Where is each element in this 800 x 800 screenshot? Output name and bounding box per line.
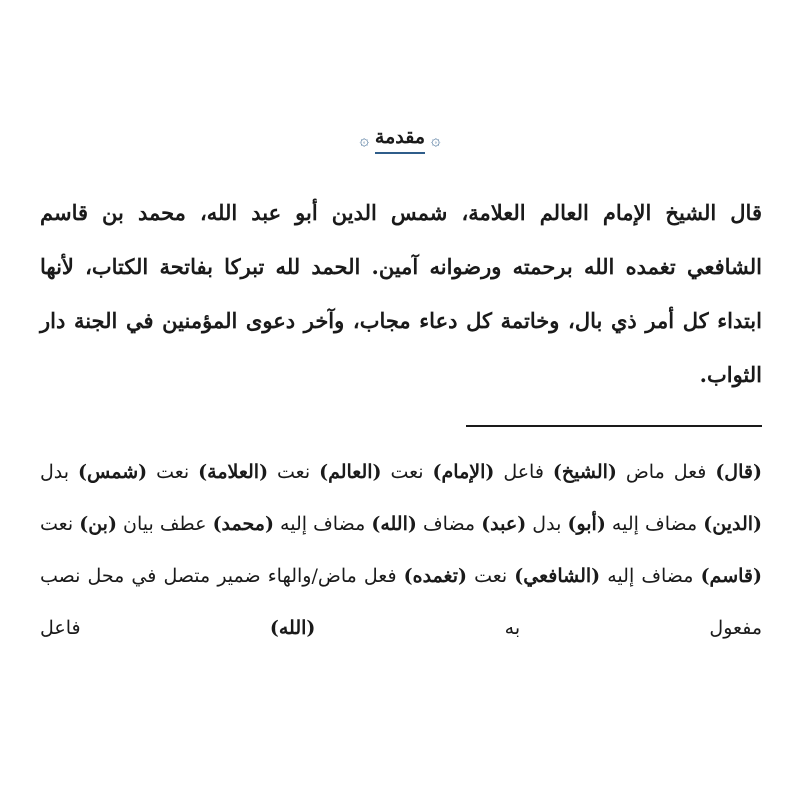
- word-analysis: مضاف إليه: [273, 513, 372, 535]
- analysis-entry: [600, 565, 762, 587]
- word-analysis: مضاف إليه: [600, 565, 701, 587]
- analyzed-word: (عبد): [481, 513, 527, 535]
- analyzed-word: (العلامة): [198, 461, 269, 483]
- heading-wrapper: [360, 126, 441, 154]
- analyzed-word: (الشيخ): [552, 461, 617, 483]
- analyzed-word: (قال): [715, 461, 762, 483]
- analyzed-word: (أبو): [567, 513, 606, 535]
- ornament-left-icon: ۞: [359, 130, 369, 149]
- separator-line: [466, 425, 762, 427]
- analysis-entry: [606, 513, 762, 535]
- analyzed-word: (محمد): [212, 513, 274, 535]
- analysis-entry: [40, 513, 117, 535]
- analysis-paragraph: [40, 446, 762, 654]
- word-analysis: بدل: [526, 513, 568, 535]
- analysis-entry: [467, 565, 600, 587]
- word-analysis: فاعل: [40, 617, 270, 639]
- analyzed-word: (العالم): [319, 461, 382, 483]
- analyzed-word: (شمس): [78, 461, 148, 483]
- word-analysis: نعت: [381, 461, 433, 483]
- ornament-right-icon: ۞: [431, 130, 441, 149]
- word-analysis: فعل ماض: [616, 461, 716, 483]
- analyzed-word: (الشافعي): [514, 565, 601, 587]
- word-analysis: فاعل: [494, 461, 553, 483]
- section-heading: [0, 126, 800, 154]
- analysis-entry: [268, 461, 381, 483]
- analyzed-word: (قاسم): [700, 565, 762, 587]
- analysis-entry: [417, 513, 526, 535]
- analyzed-word: (الدين): [703, 513, 763, 535]
- analysis-entry: [382, 461, 495, 483]
- word-analysis: نعت: [40, 513, 80, 535]
- word-analysis: نعت: [466, 565, 515, 587]
- word-analysis: عطف بيان: [116, 513, 213, 535]
- analysis-entry: [494, 461, 617, 483]
- word-analysis: بدل: [40, 461, 79, 483]
- analysis-entry: [147, 461, 268, 483]
- word-analysis: مضاف: [416, 513, 482, 535]
- analyzed-word: (الإمام): [432, 461, 495, 483]
- analysis-entry: [526, 513, 606, 535]
- analysis-entry: [40, 617, 315, 639]
- analyzed-word: (الله): [371, 513, 417, 535]
- analyzed-word: (بن): [79, 513, 117, 535]
- intro-paragraph: قال الشيخ الإمام العالم العلامة، شمس الدين أبو عبد الله، محمد بن قاسم الشافعي تغمده الله برحمته ورضوانه آمين. الحمد لله تبركا بفاتحة الكتاب، لأنها ابتداء كل أمر ذي بال، وخاتمة كل دعاء مجاب، وآخر دعوى المؤمنين في الجنة دار الثواب.: [40, 200, 762, 387]
- analysis-entry: [617, 461, 762, 483]
- word-analysis: نعت: [268, 461, 320, 483]
- heading-title: مقدمة: [375, 126, 425, 154]
- word-analysis: مضاف إليه: [605, 513, 704, 535]
- analysis-entry: [40, 461, 147, 483]
- word-analysis: فعل ماض/والهاء ضمير متصل في محل نصب مفعول به: [40, 565, 762, 639]
- word-analysis: نعت: [147, 461, 199, 483]
- analysis-entry: [117, 513, 274, 535]
- analyzed-word: (تغمده): [403, 565, 467, 587]
- analysis-entry: [274, 513, 417, 535]
- analyzed-word: (الله): [269, 617, 316, 639]
